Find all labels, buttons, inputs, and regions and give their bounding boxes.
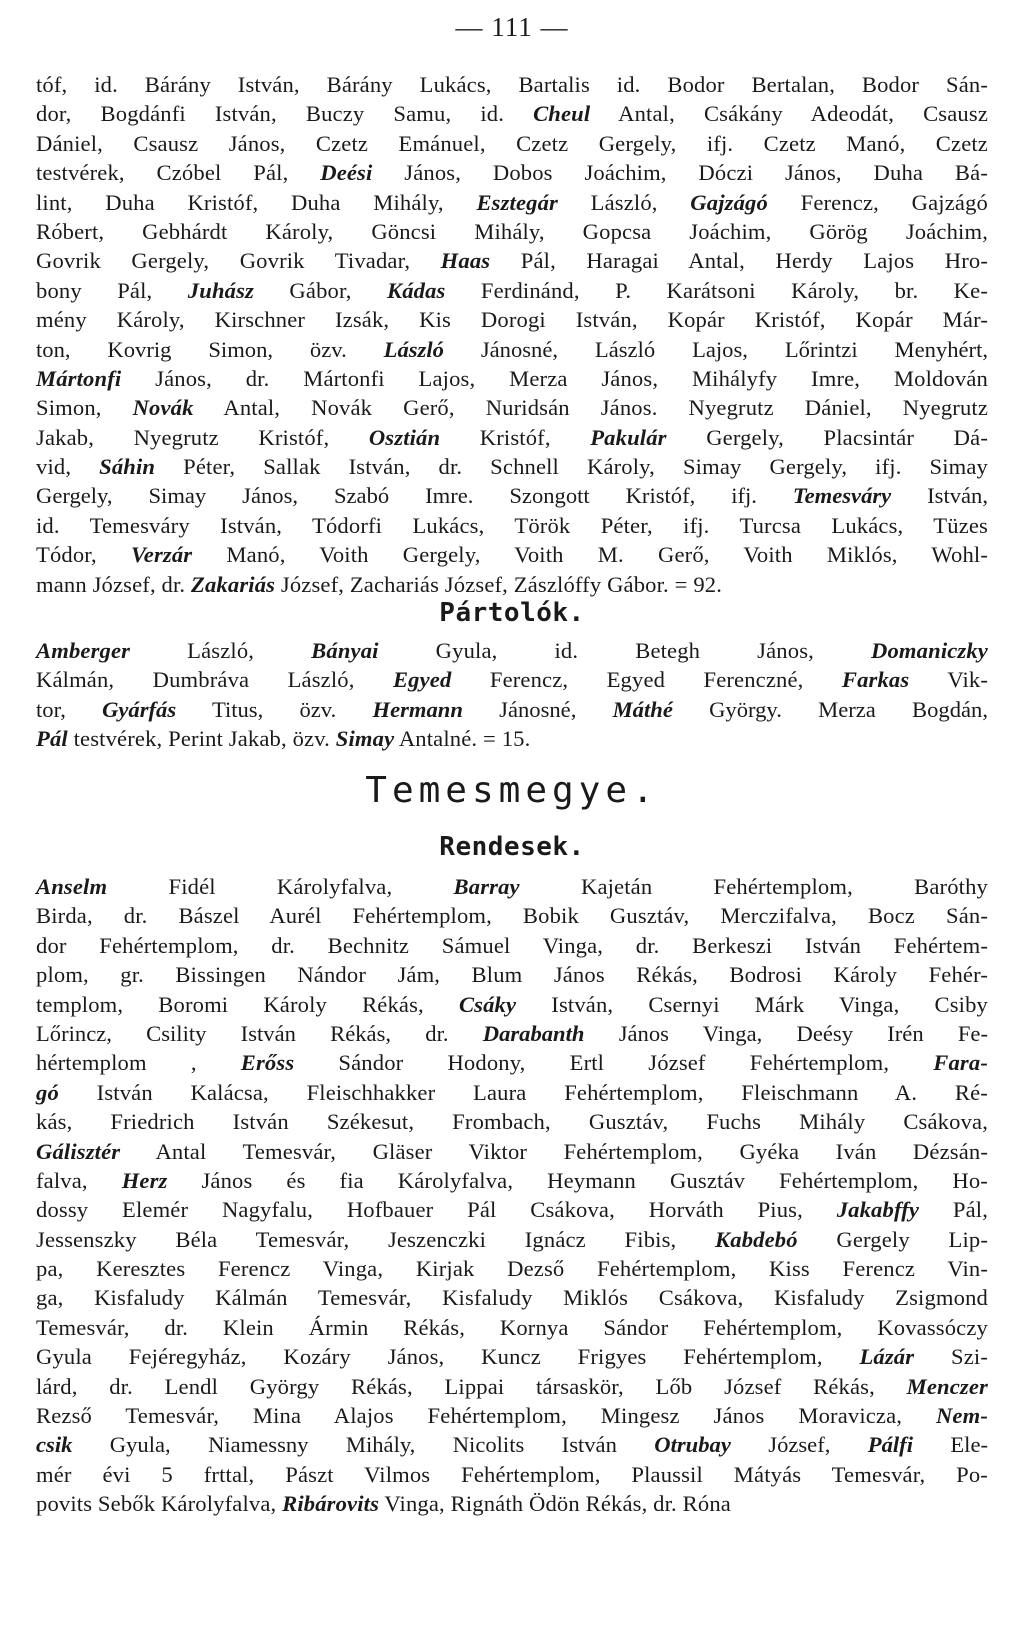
text-line (36, 695, 988, 724)
line-text: Jessenszky Béla Temesvár, Jeszenczki Ignácz Fibis, (36, 1226, 716, 1252)
line-text: Ferdinánd, P. Karátsoni Károly, br. Ke- (445, 277, 988, 303)
text-line (36, 1137, 988, 1166)
text-line (36, 636, 988, 665)
highlighted-name: Nem- (935, 1403, 988, 1429)
line-text: Kálmán, Dumbráva László, (36, 667, 393, 693)
highlighted-name: Ribárovits (282, 1491, 380, 1517)
text-line (36, 1254, 988, 1283)
line-text: id. Temesváry István, Tódorfi Lukács, Török Péter, ifj. Turcsa Lukács, Tüzes (36, 512, 988, 538)
line-text: Jánosné, (462, 696, 613, 722)
highlighted-name: Máthé (612, 696, 673, 722)
highlighted-name: Pál (36, 726, 68, 752)
highlighted-name: Kabdebó (715, 1226, 798, 1252)
text-line (36, 217, 988, 246)
line-text: kás, Friedrich István Székesut, Frombach, Gusztáv, Fuchs Mihály Csákova, (36, 1109, 988, 1135)
line-text: pa, Keresztes Ferencz Vinga, Kirjak Dezső Fehértemplom, Kiss Ferencz Vin- (36, 1256, 988, 1282)
line-text: István, (891, 483, 988, 509)
line-text: plom, gr. Bissingen Nándor Jám, Blum János Rékás, Bodrosi Károly Fehér- (36, 962, 988, 988)
page-number: — 111 — (455, 12, 569, 42)
text-line (36, 305, 988, 334)
highlighted-name: Deési (320, 160, 373, 186)
section-heading-partolok: Pártolók. (439, 598, 585, 628)
line-text: Róbert, Gebhárdt Károly, Göncsi Mihály, Gopcsa Joáchim, Görög Joáchim, (36, 218, 988, 244)
text-line (36, 452, 988, 481)
line-text: János Vinga, Deésy Irén Fe- (584, 1020, 988, 1046)
highlighted-name: Esztegár (476, 189, 558, 215)
line-text: hértemplom , (36, 1050, 241, 1076)
line-text: Vik- (909, 667, 988, 693)
line-text: Titus, özv. (176, 696, 373, 722)
line-text: Kajetán Fehértemplom, Baróthy (519, 874, 988, 899)
highlighted-name: Gajzágó (690, 189, 768, 215)
line-text: László, (557, 189, 691, 215)
text-line (36, 931, 988, 960)
text-line (36, 129, 988, 158)
text-line (36, 511, 988, 540)
text-line (36, 423, 988, 452)
line-text: János, Dobos Joáchim, Dóczi János, Duha Bá- (372, 160, 988, 186)
line-text: Gergely Lip- (797, 1226, 988, 1252)
line-text: tóf, id. Bárány István, Bárány Lukács, Bartalis id. Bodor Bertalan, Bodor Sán- (36, 72, 988, 97)
highlighted-name: Temesváry (792, 483, 892, 509)
text-line (36, 1401, 988, 1430)
highlighted-name: Fara- (933, 1050, 988, 1076)
text-line (36, 665, 988, 694)
text-line (36, 246, 988, 275)
text-line (36, 1489, 988, 1518)
text-line (36, 872, 988, 901)
document-page (36, 0, 988, 1631)
line-text: Antal, Csákány Adeodát, Csausz (590, 101, 988, 127)
text-line (36, 1107, 988, 1136)
line-text: falva, (36, 1167, 122, 1193)
line-text: István Kalácsa, Fleischhakker Laura Fehértemplom, Fleischmann A. Ré- (58, 1079, 988, 1105)
text-line (36, 1460, 988, 1489)
highlighted-name: Bányai (311, 638, 379, 663)
line-text: vid, (36, 454, 100, 480)
line-text: Gábor, (254, 277, 387, 303)
highlighted-name: Pálfi (867, 1432, 913, 1458)
line-text: ton, Kovrig Simon, özv. (36, 336, 384, 362)
text-line (36, 1372, 988, 1401)
text-line (36, 481, 988, 510)
line-text: mér évi 5 frttal, Pászt Vilmos Fehértemplom, Plaussil Mátyás Temesvár, Po- (36, 1461, 988, 1487)
text-line (36, 1283, 988, 1312)
highlighted-name: Domaniczky (871, 638, 988, 663)
line-text: Antal Temesvár, Gläser Viktor Fehértemplom, Gyéka Iván Dézsán- (120, 1138, 988, 1164)
text-line (36, 1195, 988, 1224)
highlighted-name: Gyárfás (102, 696, 177, 722)
text-line (36, 1225, 988, 1254)
line-text: Fidél Károlyfalva, (107, 874, 454, 899)
text-line (36, 990, 988, 1019)
text-line (36, 393, 988, 422)
line-text: Pál, Haragai Antal, Herdy Lajos Hro- (490, 248, 988, 274)
line-text: Ferencz, Gajzágó (767, 189, 988, 215)
members-list-continued (36, 70, 988, 599)
highlighted-name: Verzár (131, 542, 193, 568)
highlighted-name: Zakariás (191, 571, 276, 597)
line-text: dossy Elemér Nagyfalu, Hofbauer Pál Csákova, Horváth Pius, (36, 1197, 837, 1223)
line-text: Jakab, Nyegrutz Kristóf, (36, 424, 369, 450)
line-text: Kristóf, (440, 424, 591, 450)
text-line (36, 335, 988, 364)
text-line (36, 1342, 988, 1371)
regular-members-list (36, 872, 988, 1519)
line-text: Gergely, Placsintár Dá- (666, 424, 989, 450)
highlighted-name: Jakabffy (836, 1197, 920, 1223)
line-text: povits Sebők Károlyfalva, (36, 1491, 283, 1517)
line-text: Gergely, Simay János, Szabó Imre. Szongott Kristóf, ifj. (36, 483, 793, 509)
line-text: testvérek, Czóbel Pál, (36, 160, 321, 186)
line-text: Péter, Sallak István, dr. Schnell Károly, Simay Gergely, ifj. Simay (155, 454, 988, 480)
line-text: János és fia Károlyfalva, Heymann Gusztáv Fehértemplom, Ho- (167, 1167, 988, 1193)
line-text: Birda, dr. Bászel Aurél Fehértemplom, Bobik Gusztáv, Merczifalva, Bocz Sán- (36, 903, 988, 929)
text-line (36, 188, 988, 217)
section-heading-rendesek: Rendesek. (439, 832, 585, 862)
text-line (36, 1166, 988, 1195)
highlighted-name: Mártonfi (36, 365, 122, 391)
line-text: Simon, (36, 395, 133, 421)
highlighted-name: Novák (132, 395, 194, 421)
line-text: lint, Duha Kristóf, Duha Mihály, (36, 189, 477, 215)
line-text: Sándor Hodony, Ertl József Fehértemplom, (294, 1050, 934, 1076)
highlighted-name: Otrubay (654, 1432, 731, 1458)
highlighted-name: Anselm (36, 874, 108, 899)
highlighted-name: Pakulár (590, 424, 667, 450)
line-text: László, (130, 638, 312, 663)
highlighted-name: csik (36, 1432, 73, 1458)
line-text: József, (730, 1432, 868, 1458)
highlighted-name: Menczer (906, 1373, 988, 1399)
line-text: ga, Kisfaludy Kálmán Temesvár, Kisfaludy Miklós Csákova, Kisfaludy Zsigmond (36, 1285, 988, 1311)
line-text: Dániel, Csausz János, Czetz Emánuel, Czetz Gergely, ifj. Czetz Manó, Czetz (36, 130, 988, 156)
line-text: Lőrincz, Csility István Rékás, dr. (36, 1020, 483, 1046)
highlighted-name: Simay (335, 726, 395, 752)
line-text: Gyula Fejéregyház, Kozáry János, Kuncz Frigyes Fehértemplom, (36, 1344, 860, 1370)
line-text: Tódor, (36, 542, 132, 568)
highlighted-name: Erőss (240, 1050, 295, 1076)
highlighted-name: Gálisztér (36, 1138, 121, 1164)
line-text: Temesvár, dr. Klein Ármin Rékás, Kornya Sándor Fehértemplom, Kovassóczy (36, 1314, 988, 1340)
line-text: János, dr. Mártonfi Lajos, Merza János, Mihályfy Imre, Moldován (121, 365, 988, 391)
text-line (36, 1313, 988, 1342)
line-text: Gyula, id. Betegh János, (378, 638, 872, 663)
text-line (36, 70, 988, 99)
line-text: Jánosné, László Lajos, Lőrintzi Menyhért, (443, 336, 988, 362)
text-line (36, 99, 988, 128)
text-line (36, 1048, 988, 1077)
line-text: lárd, dr. Lendl György Rékás, Lippai társaskör, Lőb József Rékás, (36, 1373, 907, 1399)
county-title: Temesmegye. (365, 770, 659, 811)
text-line (36, 1430, 988, 1459)
highlighted-name: Egyed (392, 667, 452, 693)
text-line (36, 724, 988, 753)
highlighted-name: Barray (453, 874, 520, 899)
highlighted-name: Kádas (386, 277, 446, 303)
line-text: Vinga, Rignáth Ödön Rékás, dr. Róna (379, 1491, 731, 1517)
line-text: Ele- (912, 1432, 989, 1458)
line-text: dor, Bogdánfi István, Buczy Samu, id. (36, 101, 534, 127)
text-line (36, 1019, 988, 1048)
line-text: templom, Boromi Károly Rékás, (36, 991, 459, 1017)
line-text: Manó, Voith Gergely, Voith M. Gerő, Voith Miklós, Wohl- (192, 542, 988, 568)
highlighted-name: Osztián (368, 424, 441, 450)
highlighted-name: László (383, 336, 444, 362)
highlighted-name: Darabanth (482, 1020, 585, 1046)
line-text: István, Csernyi Márk Vinga, Csiby (516, 991, 988, 1017)
line-text: József, Zachariás József, Zászlóffy Gábor. = 92. (275, 571, 723, 597)
line-text: Szi- (914, 1344, 988, 1370)
text-line (36, 1078, 988, 1107)
highlighted-name: Haas (440, 248, 491, 274)
line-text: Gyula, Niamessny Mihály, Nicolits István (72, 1432, 655, 1458)
highlighted-name: Csáky (458, 991, 517, 1017)
highlighted-name: Herz (121, 1167, 168, 1193)
text-line (36, 364, 988, 393)
line-text: Antal, Novák Gerő, Nuridsán János. Nyegrutz Dániel, Nyegrutz (193, 395, 988, 421)
text-line (36, 960, 988, 989)
highlighted-name: Amberger (36, 638, 131, 663)
line-text: bony Pál, (36, 277, 188, 303)
line-text: Govrik Gergely, Govrik Tivadar, (36, 248, 441, 274)
text-line (36, 540, 988, 569)
line-text: testvérek, Perint Jakab, özv. (67, 726, 336, 752)
highlighted-name: Juhász (187, 277, 254, 303)
text-line (36, 276, 988, 305)
line-text: mann József, dr. (36, 571, 192, 597)
highlighted-name: Cheul (533, 101, 591, 127)
line-text: mény Károly, Kirschner Izsák, Kis Dorogi István, Kopár Kristóf, Kopár Már- (36, 307, 988, 333)
line-text: Ferencz, Egyed Ferenczné, (451, 667, 842, 693)
line-text: György. Merza Bogdán, (672, 696, 988, 722)
text-line (36, 158, 988, 187)
highlighted-name: Sáhin (99, 454, 156, 480)
highlighted-name: Hermann (372, 696, 463, 722)
highlighted-name: Lázár (859, 1344, 915, 1370)
text-line (36, 901, 988, 930)
line-text: tor, (36, 696, 103, 722)
line-text: Antalné. = 15. (394, 726, 531, 752)
line-text: Pál, (919, 1197, 988, 1223)
highlighted-name: Farkas (841, 667, 910, 693)
highlighted-name: gó (36, 1079, 59, 1105)
line-text: Rezső Temesvár, Mina Alajos Fehértemplom, Mingesz János Moravicza, (36, 1403, 936, 1429)
line-text: dor Fehértemplom, dr. Bechnitz Sámuel Vinga, dr. Berkeszi István Fehértem- (36, 932, 988, 958)
text-line (36, 570, 988, 599)
supporters-list (36, 636, 988, 754)
